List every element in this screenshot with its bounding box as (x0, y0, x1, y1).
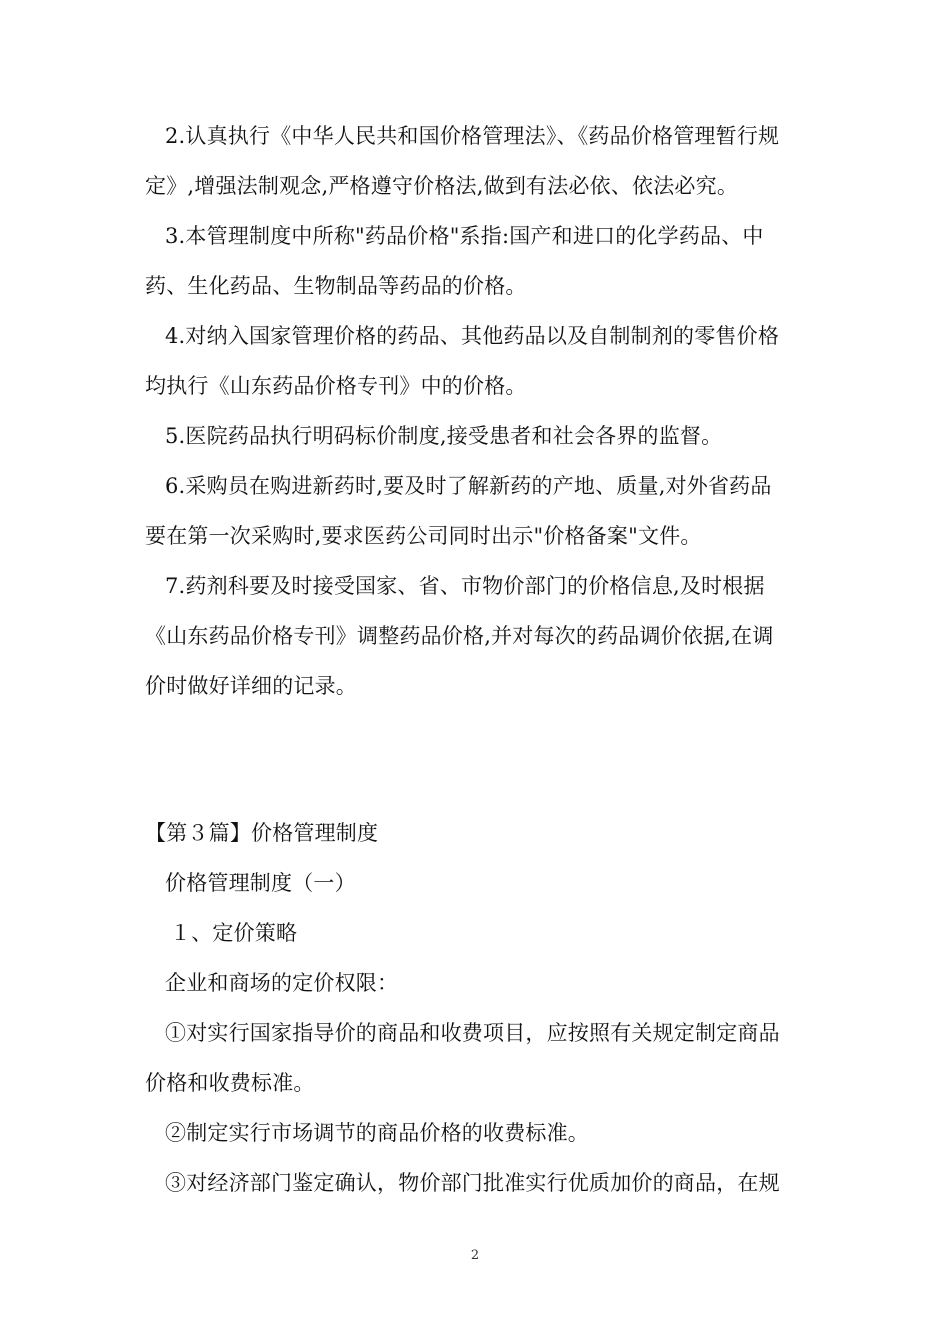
paragraph-7-line-2: 《山东药品价格专刊》调整药品价格,并对每次的药品调价依据,在调 (145, 624, 774, 648)
intro-line: 企业和商场的定价权限： (165, 971, 399, 995)
item-1-line-1: ①对实行国家指导价的商品和收费项目，应按照有关规定制定商品 (165, 1021, 780, 1045)
item-heading: １、定价策略 (170, 921, 298, 945)
item-3-line-1: ③对经济部门鉴定确认，物价部门批准实行优质加价的商品，在规 (165, 1171, 780, 1195)
paragraph-3-line-2: 药、生化药品、生物制品等药品的价格。 (145, 274, 527, 298)
item-1-line-2: 价格和收费标准。 (145, 1071, 315, 1095)
paragraph-7-line-1: 7.药剂科要及时接受国家、省、市物价部门的价格信息,及时根据 (165, 574, 765, 598)
paragraph-2-line-1: 2.认真执行《中华人民共和国价格管理法》、《药品价格管理暂行规 (165, 124, 780, 148)
section-heading: 【第３篇】价格管理制度 (145, 821, 379, 845)
sub-heading: 价格管理制度（一） (165, 871, 356, 895)
paragraph-4-line-1: 4.对纳入国家管理价格的药品、其他药品以及自制制剂的零售价格 (165, 324, 780, 348)
paragraph-5-line-1: 5.医院药品执行明码标价制度,接受患者和社会各界的监督。 (165, 424, 723, 448)
paragraph-6-line-1: 6.采购员在购进新药时,要及时了解新药的产地、质量,对外省药品 (165, 474, 772, 498)
paragraph-3-line-1: 3.本管理制度中所称"药品价格"系指:国产和进口的化学药品、中 (165, 224, 764, 248)
page-number: 2 (470, 1248, 480, 1263)
paragraph-6-line-2: 要在第一次采购时,要求医药公司同时出示"价格备案"文件。 (145, 524, 702, 548)
paragraph-2-line-2: 定》,增强法制观念,严格遵守价格法,做到有法必依、依法必究。 (145, 174, 739, 198)
paragraph-4-line-2: 均执行《山东药品价格专刊》中的价格。 (145, 374, 527, 398)
item-2-line-1: ②制定实行市场调节的商品价格的收费标准。 (165, 1121, 589, 1145)
paragraph-7-line-3: 价时做好详细的记录。 (145, 674, 357, 698)
